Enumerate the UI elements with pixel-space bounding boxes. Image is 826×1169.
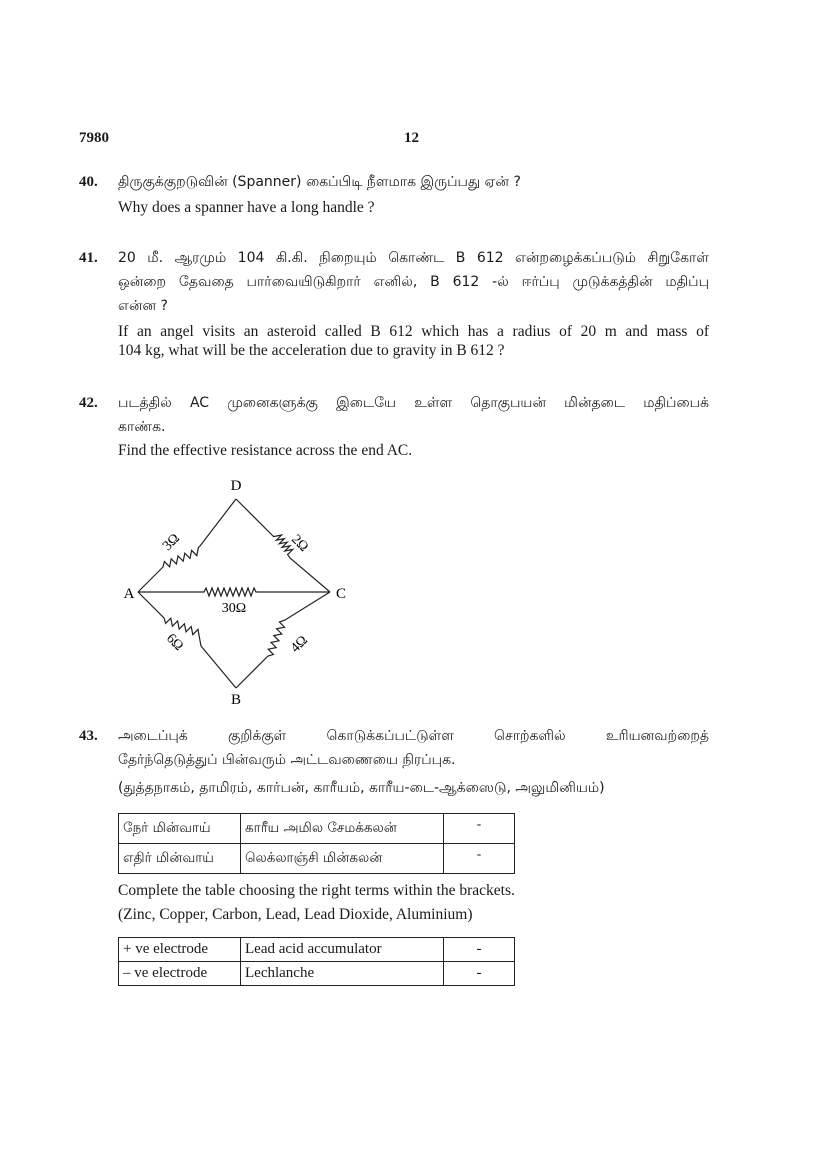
question-text-english: If an angel visits an asteroid called B 612 which has a radius of 20 m and mass of bbox=[118, 323, 709, 340]
question-text-tamil: என்ன ? bbox=[118, 298, 168, 314]
table-row bbox=[119, 962, 515, 986]
question-number: 40. bbox=[79, 174, 98, 190]
question-text-tamil: தேர்ந்தெடுத்துப் பின்வரும் அட்டவணையை நிரப்புக. bbox=[118, 752, 456, 768]
question-text-english: Why does a spanner have a long handle ? bbox=[118, 199, 375, 216]
resistor-dc bbox=[236, 499, 330, 592]
question-text-english: Find the effective resistance across the end AC. bbox=[118, 442, 413, 459]
node-label-b: B bbox=[230, 692, 242, 708]
table-cell: + ve electrode bbox=[119, 938, 241, 962]
question-number: 41. bbox=[79, 250, 98, 266]
table-cell: - bbox=[444, 962, 515, 986]
table-cell: நேர் மின்வாய் bbox=[119, 814, 241, 844]
resistor-bc bbox=[236, 592, 330, 688]
exam-code: 7980 bbox=[79, 130, 109, 146]
table-row bbox=[119, 938, 515, 962]
question-text-tamil: அடைப்புக் குறிக்குள் கொடுக்கப்பட்டுள்ள சொற்களில் உரியனவற்றைத் bbox=[118, 728, 709, 744]
node-label-a: A bbox=[123, 586, 135, 602]
table-row bbox=[119, 844, 515, 874]
question-text-tamil: படத்தில் AC முனைகளுக்கு இடையே உள்ள தொகுபயன் மின்தடை மதிப்பைக் bbox=[118, 395, 709, 411]
table-cell: Lechlanche bbox=[241, 962, 444, 986]
page-number: 12 bbox=[404, 130, 419, 146]
node-label-d: D bbox=[230, 478, 242, 494]
table-cell: Lead acid accumulator bbox=[241, 938, 444, 962]
question-text-english: 104 kg, what will be the acceleration due to gravity in B 612 ? bbox=[118, 342, 505, 359]
question-number: 42. bbox=[79, 395, 98, 411]
resistor-label-dc: 2Ω bbox=[288, 532, 311, 555]
node-label-c: C bbox=[335, 586, 347, 602]
resistor-label-bc: 4Ω bbox=[288, 633, 311, 656]
table-cell: - bbox=[444, 814, 515, 844]
question-text-tamil: திருகுக்குறடுவின் (Spanner) கைப்பிடி நீளமாக இருப்பது ஏன் ? bbox=[118, 174, 521, 190]
resistor-ad bbox=[138, 499, 236, 592]
english-table bbox=[118, 937, 515, 986]
table-cell: - bbox=[444, 844, 515, 874]
question-text-tamil: 20 மீ. ஆரமும் 104 கி.கி. நிறையும் கொண்ட B 612 என்றழைக்கப்படும் சிறுகோள் bbox=[118, 250, 709, 266]
resistor-label-ad: 3Ω bbox=[160, 531, 183, 554]
options-tamil: (துத்தநாகம், தாமிரம், கார்பன், காரீயம், காரீய-டை-ஆக்ஸைடு, அலுமினியம்) bbox=[118, 780, 605, 796]
options-english: (Zinc, Copper, Carbon, Lead, Lead Dioxide, Aluminium) bbox=[118, 906, 473, 923]
table-row bbox=[119, 814, 515, 844]
table-cell: – ve electrode bbox=[119, 962, 241, 986]
resistor-ac bbox=[138, 588, 330, 596]
question-text-tamil: காண்க. bbox=[118, 419, 166, 435]
question-number: 43. bbox=[79, 728, 98, 744]
resistor-label-ab: 6Ω bbox=[163, 631, 186, 654]
table-cell: - bbox=[444, 938, 515, 962]
question-text-tamil: ஒன்றை தேவதை பார்வையிடுகிறார் எனில், B 612 -ல் ஈர்ப்பு முடுக்கத்தின் மதிப்பு bbox=[118, 274, 709, 290]
resistor-label-ac: 30Ω bbox=[221, 601, 247, 616]
tamil-table bbox=[118, 813, 515, 874]
table-cell: எதிர் மின்வாய் bbox=[119, 844, 241, 874]
question-text-english: Complete the table choosing the right terms within the brackets. bbox=[118, 882, 515, 899]
table-cell: காரீய அமில சேமக்கலன் bbox=[241, 814, 444, 844]
table-cell: லெக்லாஞ்சி மின்கலன் bbox=[241, 844, 444, 874]
